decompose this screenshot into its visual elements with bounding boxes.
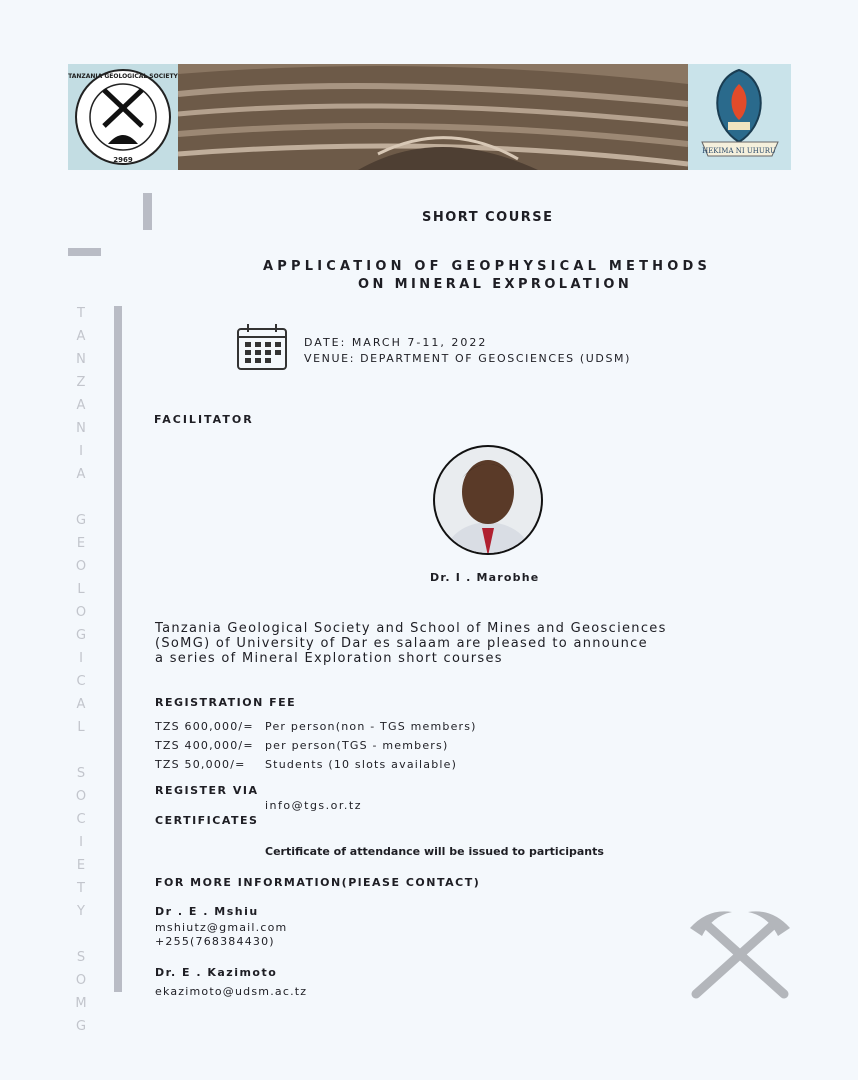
certificates-label: CERTIFICATES: [155, 814, 259, 827]
contact-phone: +255(768384430): [155, 935, 275, 948]
vertical-letter: O: [75, 605, 87, 620]
vertical-letter: T: [77, 306, 85, 321]
vertical-letter: [66, 486, 96, 509]
svg-text:HEKIMA NI UHURU: HEKIMA NI UHURU: [702, 147, 776, 155]
vertical-letter: S: [76, 766, 86, 781]
vertical-letter: T: [77, 881, 85, 896]
svg-text:TANZANIA GEOLOGICAL SOCIETY: TANZANIA GEOLOGICAL SOCIETY: [68, 73, 178, 80]
intro-line: Tanzania Geological Society and School of Mines and Geosciences: [155, 621, 667, 636]
vertical-letter: O: [75, 559, 87, 574]
vertical-letter: N: [76, 352, 86, 367]
certificate-text: Certificate of attendance will be issued to participants: [265, 845, 604, 858]
vertical-letter: I: [79, 835, 83, 850]
vertical-letter: G: [75, 628, 87, 643]
intro-paragraph: [155, 621, 667, 666]
vertical-letter: O: [75, 789, 87, 804]
vertical-letter: [66, 739, 96, 762]
vertical-letter: M: [75, 996, 87, 1011]
vertical-letter: Z: [76, 375, 86, 390]
fee-row: TZS 400,000/= per person(TGS - members): [155, 739, 449, 752]
course-title-line2: ON MINERAL EXPROLATION: [358, 277, 633, 292]
udsm-logo: [688, 64, 791, 170]
calendar-icon: [236, 323, 288, 371]
vertical-society-text: [66, 302, 96, 1038]
vertical-letter: C: [76, 674, 86, 689]
vertical-letter: I: [79, 444, 83, 459]
fee-row: TZS 50,000/= Students (10 slots available): [155, 758, 458, 771]
vertical-letter: S: [76, 950, 86, 965]
course-title-line1: APPLICATION OF GEOPHYSICAL METHODS: [263, 259, 712, 274]
register-via-label: REGISTER VIA: [155, 784, 259, 797]
open-pit-mine-photo: [178, 64, 688, 170]
vertical-letter: A: [76, 398, 86, 413]
crossed-pickaxes-icon: [688, 906, 792, 1000]
register-email-link[interactable]: info@tgs.or.tz: [265, 799, 362, 812]
vertical-letter: I: [79, 651, 83, 666]
vertical-letter: A: [76, 467, 86, 482]
vertical-letter: Y: [77, 904, 85, 919]
vertical-letter: E: [76, 536, 86, 551]
event-venue: VENUE: DEPARTMENT OF GEOSCIENCES (UDSM): [304, 352, 632, 365]
fee-list: [155, 717, 477, 774]
vertical-letter: C: [76, 812, 86, 827]
vertical-letter: N: [76, 421, 86, 436]
contact-name: Dr. E . Kazimoto: [155, 966, 278, 979]
svg-text:2969: 2969: [113, 156, 133, 164]
accent-bar-vertical: [114, 306, 122, 992]
short-course-label: SHORT COURSE: [422, 210, 554, 225]
vertical-letter: O: [75, 973, 87, 988]
contact-email-link[interactable]: mshiutz@gmail.com: [155, 921, 288, 934]
accent-bar-horizontal: [68, 248, 101, 256]
vertical-letter: E: [76, 858, 86, 873]
vertical-letter: A: [76, 697, 86, 712]
accent-bar-short: [143, 193, 152, 230]
fee-row: TZS 600,000/= Per person(non - TGS members): [155, 720, 477, 733]
intro-line: a series of Mineral Exploration short courses: [155, 651, 503, 666]
vertical-letter: G: [75, 513, 87, 528]
contact-email-link[interactable]: ekazimoto@udsm.ac.tz: [155, 985, 308, 998]
intro-line: (SoMG) of University of Dar es salaam are pleased to announce: [155, 636, 648, 651]
facilitator-name: Dr. I . Marobhe: [430, 571, 540, 584]
vertical-letter: L: [77, 720, 85, 735]
event-date: DATE: MARCH 7-11, 2022: [304, 336, 488, 349]
tgs-logo: [68, 64, 178, 170]
facilitator-photo: [432, 444, 544, 556]
vertical-letter: G: [75, 1019, 87, 1034]
contact-label: FOR MORE INFORMATION(PlEASE CONTACT): [155, 876, 481, 889]
vertical-letter: [66, 923, 96, 946]
vertical-letter: A: [76, 329, 86, 344]
registration-fee-label: REGISTRATION FEE: [155, 696, 297, 709]
header-banner: [68, 64, 791, 170]
vertical-letter: L: [77, 582, 85, 597]
contact-name: Dr . E . Mshiu: [155, 905, 259, 918]
facilitator-label: FACILITATOR: [154, 413, 254, 426]
